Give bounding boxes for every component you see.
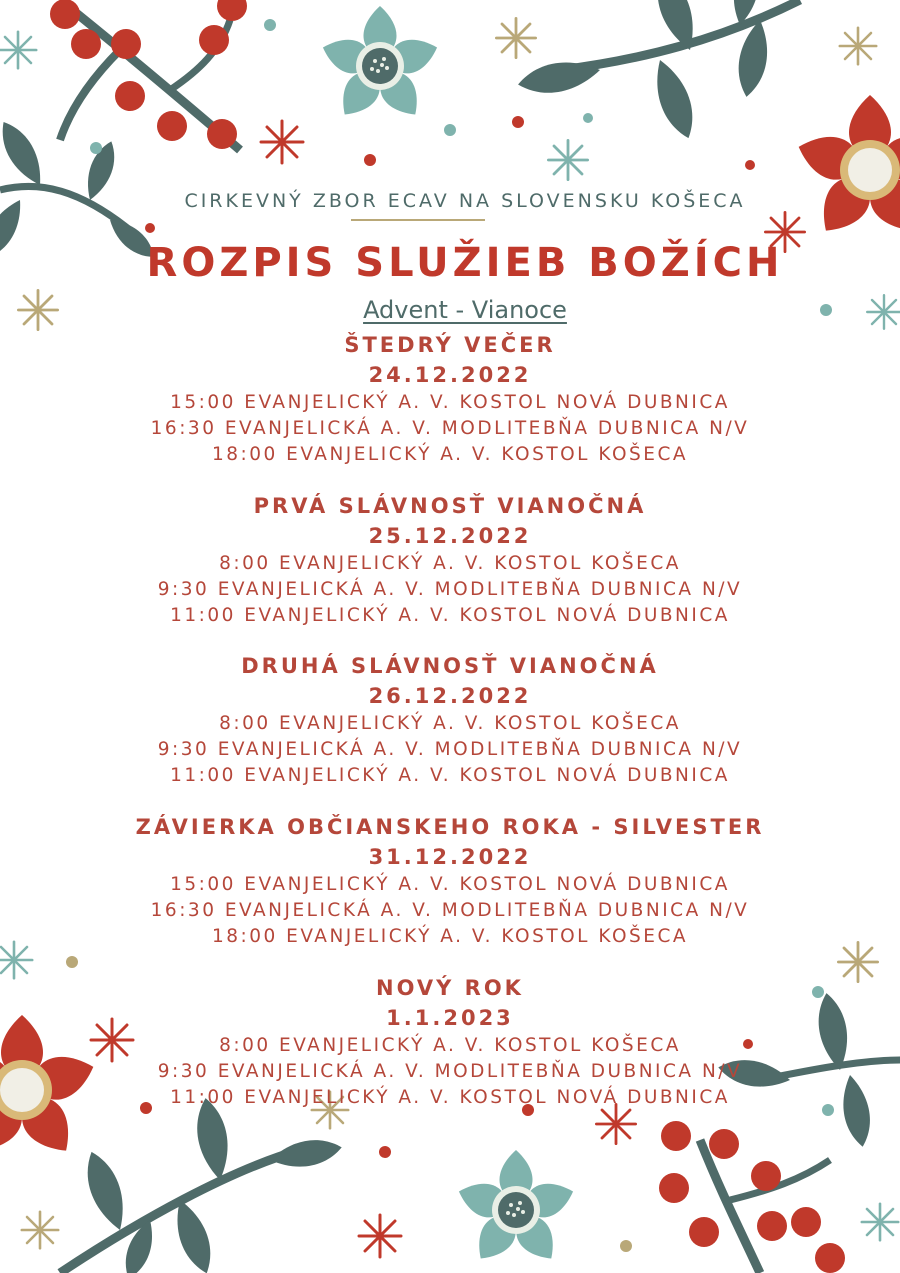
service-item: 16:30 EVANJELICKÁ A. V. MODLITEBŇA DUBNICA N/V <box>150 900 750 921</box>
service-item: 8:00 EVANJELICKÝ A. V. KOSTOL KOŠECA <box>219 553 681 574</box>
header-divider <box>351 219 485 221</box>
section-name: PRVÁ SLÁVNOSŤ VIANOČNÁ <box>253 494 647 518</box>
section-novy-rok <box>0 973 900 1111</box>
organization-name: CIRKEVNÝ ZBOR ECAV NA SLOVENSKU KOŠECA <box>184 190 746 212</box>
section-date: 25.12.2022 <box>368 524 532 548</box>
service-item: 16:30 EVANJELICKÁ A. V. MODLITEBŇA DUBNICA N/V <box>150 418 750 439</box>
service-item: 11:00 EVANJELICKÝ A. V. KOSTOL NOVÁ DUBNICA <box>170 605 730 626</box>
section-name: ŠTEDRÝ VEČER <box>344 333 556 357</box>
section-date: 26.12.2022 <box>368 684 532 708</box>
service-item: 8:00 EVANJELICKÝ A. V. KOSTOL KOŠECA <box>219 713 681 734</box>
section-name: DRUHÁ SLÁVNOSŤ VIANOČNÁ <box>241 654 659 678</box>
service-item: 11:00 EVANJELICKÝ A. V. KOSTOL NOVÁ DUBNICA <box>170 765 730 786</box>
section-date: 31.12.2022 <box>368 845 532 869</box>
section-silvester <box>0 812 900 950</box>
service-item: 15:00 EVANJELICKÝ A. V. KOSTOL NOVÁ DUBNICA <box>170 874 730 895</box>
section-druha-slavnost <box>0 651 900 789</box>
service-item: 11:00 EVANJELICKÝ A. V. KOSTOL NOVÁ DUBNICA <box>170 1087 730 1108</box>
service-item: 9:30 EVANJELICKÁ A. V. MODLITEBŇA DUBNICA N/V <box>157 739 743 760</box>
section-stedry-vecer <box>0 330 900 468</box>
page-title: ROZPIS SLUŽIEB BOŽÍCH <box>146 240 784 286</box>
service-item: 9:30 EVANJELICKÁ A. V. MODLITEBŇA DUBNICA N/V <box>157 579 743 600</box>
service-item: 18:00 EVANJELICKÝ A. V. KOSTOL KOŠECA <box>211 444 689 465</box>
service-item: 15:00 EVANJELICKÝ A. V. KOSTOL NOVÁ DUBNICA <box>170 392 730 413</box>
service-item: 18:00 EVANJELICKÝ A. V. KOSTOL KOŠECA <box>211 926 689 947</box>
service-item: 9:30 EVANJELICKÁ A. V. MODLITEBŇA DUBNICA N/V <box>157 1061 743 1082</box>
service-item: 8:00 EVANJELICKÝ A. V. KOSTOL KOŠECA <box>219 1035 681 1056</box>
section-name: ZÁVIERKA OBČIANSKEHO ROKA - SILVESTER <box>135 815 765 839</box>
section-date: 1.1.2023 <box>386 1006 514 1030</box>
section-date: 24.12.2022 <box>368 363 532 387</box>
section-name: NOVÝ ROK <box>376 976 524 1000</box>
section-prva-slavnost <box>0 491 900 629</box>
page-subtitle: Advent - Vianoce <box>363 296 567 324</box>
